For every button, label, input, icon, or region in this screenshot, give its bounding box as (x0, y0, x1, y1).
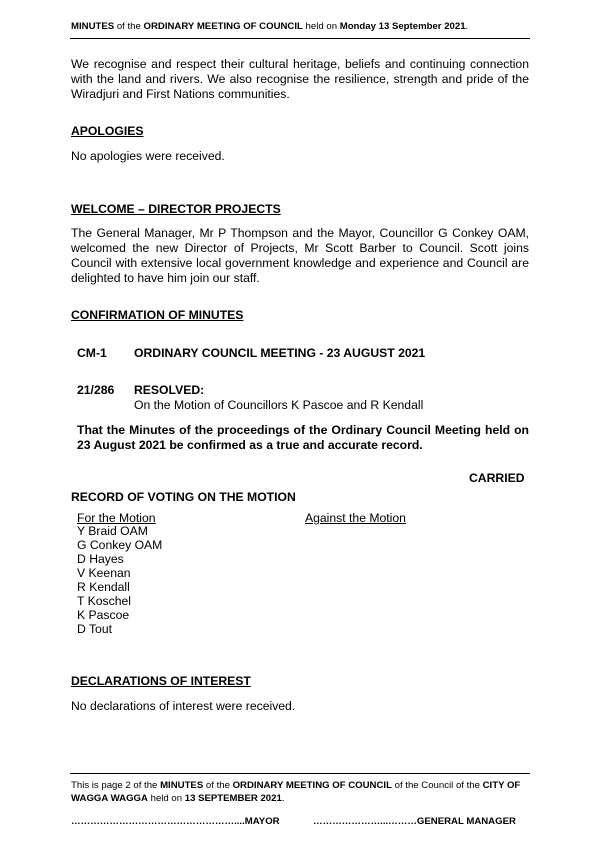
header-of: of the (114, 21, 144, 32)
voter-name: D Hayes (77, 552, 124, 566)
page-header (71, 21, 531, 32)
outcome-carried: CARRIED (469, 471, 525, 485)
footer-of: of the (203, 780, 233, 791)
header-period: . (465, 21, 469, 32)
apologies-heading: APOLOGIES (71, 124, 144, 138)
footer-council-of: of the Council of the (391, 780, 483, 791)
footer-page-text: This is page 2 of the (71, 780, 161, 791)
declarations-text: No declarations of interest were received. (71, 699, 296, 713)
footer-date: 13 SEPTEMBER 2021 (184, 793, 282, 804)
footer-minutes: MINUTES (160, 780, 204, 791)
header-held-on: held on (302, 21, 340, 32)
footer-period: . (281, 793, 285, 804)
header-minutes: MINUTES (71, 21, 115, 32)
voter-name: T Koschel (77, 594, 131, 608)
voter-name: V Keenan (77, 566, 131, 580)
page-footer (71, 779, 531, 805)
voter-name: R Kendall (77, 580, 130, 594)
for-motion-label: For the Motion (77, 511, 156, 525)
motion-text: That the Minutes of the proceedings of the Ordinary Council Meeting held on 23 August 2021 be confirmed as a true and accurate record. (77, 423, 529, 452)
confirmation-heading: CONFIRMATION OF MINUTES (71, 308, 244, 322)
voter-name: G Conkey OAM (77, 538, 163, 552)
voter-name: Y Braid OAM (77, 524, 148, 538)
voting-heading: RECORD OF VOTING ON THE MOTION (71, 490, 296, 504)
resolution-number: 21/286 (77, 383, 115, 397)
voter-name: K Pascoe (77, 608, 130, 622)
item-title: ORDINARY COUNCIL MEETING - 23 AUGUST 2021 (134, 346, 426, 360)
footer-city: CITY OF WAGGA WAGGA (71, 780, 521, 804)
intro-paragraph: We recognise and respect their cultural heritage, beliefs and continuing connection with the land and rivers. We also recognise the resilience, strength and pride of the Wiradjuri and First Nations communities. (71, 57, 529, 101)
item-code: CM-1 (77, 346, 107, 360)
header-date: Monday 13 September 2021 (339, 21, 466, 32)
welcome-text: The General Manager, Mr P Thompson and the Mayor, Councillor G Conkey OAM, welcomed the new Director of Projects, Mr Scott Barber to Council. Scott joins Council with extensive local government knowledge and experience and Council are delighted to have him join our staff. (71, 226, 529, 285)
mover-text: On the Motion of Councillors K Pascoe and R Kendall (134, 398, 424, 412)
declarations-heading: DECLARATIONS OF INTEREST (71, 674, 251, 688)
header-divider (70, 38, 530, 39)
general-manager-signature-line: …………………...………GENERAL MANAGER (313, 816, 516, 827)
header-meeting: ORDINARY MEETING OF COUNCIL (143, 21, 303, 32)
resolved-label: RESOLVED: (134, 383, 205, 397)
voter-name: D Tout (77, 622, 113, 636)
footer-meeting: ORDINARY MEETING OF COUNCIL (232, 780, 392, 791)
mayor-signature-line: ……………………………………………....MAYOR (71, 816, 280, 827)
footer-divider (70, 773, 530, 774)
against-motion-label: Against the Motion (305, 511, 406, 525)
apologies-text: No apologies were received. (71, 149, 225, 163)
footer-held-on: held on (147, 793, 185, 804)
welcome-heading: WELCOME – DIRECTOR PROJECTS (71, 202, 281, 216)
